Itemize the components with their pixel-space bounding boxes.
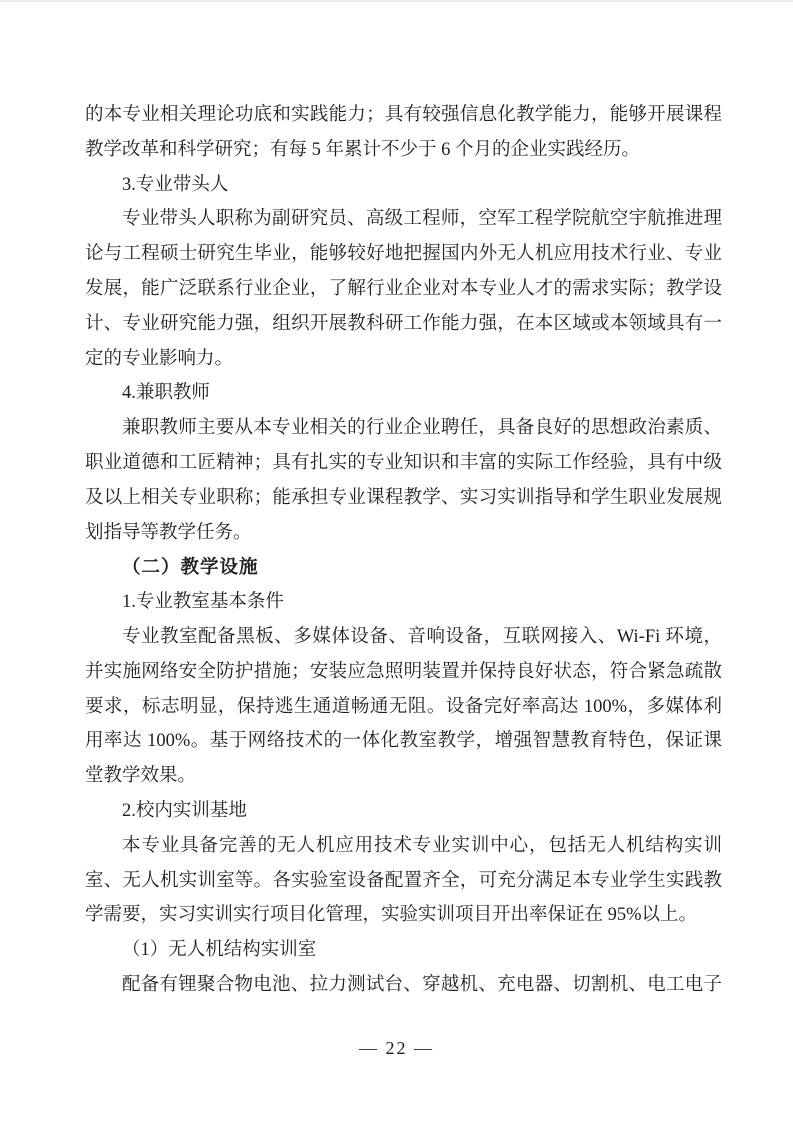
numbered-subheading: 3.专业带头人 <box>122 174 229 195</box>
body-text-line: 定的专业影响力。 <box>85 348 234 369</box>
body-text-line: 并实施网络安全防护措施；安装应急照明装置并保持良好状态，符合紧急疏散 <box>85 661 722 682</box>
document-text <box>85 98 722 1003</box>
body-text-line: 用率达 100%。基于网络技术的一体化教室教学，增强智慧教育特色，保证课 <box>85 731 722 752</box>
page-number: — 22 — <box>359 1038 434 1058</box>
body-text-line: 及以上相关专业职称；能承担专业课程教学、实习实训指导和学生职业发展规 <box>85 487 722 508</box>
body-text-line: 的本专业相关理论功底和实践能力；具有较强信息化教学能力，能够开展课程 <box>85 105 722 125</box>
body-text-line: 要求，标志明显，保持逃生通道畅通无阻。设备完好率高达 100%，多媒体利 <box>85 696 722 717</box>
body-text-line: 专业教室配备黑板、多媒体设备、音响设备，互联网接入、Wi-Fi 环境， <box>122 626 722 647</box>
body-text-line: 论与工程硕士研究生毕业，能够较好地把握国内外无人机应用技术行业、专业 <box>85 244 722 265</box>
body-text-line: 职业道德和工匠精神；具有扎实的专业知识和丰富的实际工作经验，具有中级 <box>85 452 722 473</box>
body-text-line: 兼职教师主要从本专业相关的行业企业聘任，具备良好的思想政治素质、 <box>122 418 722 439</box>
numbered-subheading: （1）无人机结构实训室 <box>122 940 317 961</box>
body-text-line: 本专业具备完善的无人机应用技术专业实训中心，包括无人机结构实训 <box>122 835 722 856</box>
numbered-subheading: 2.校内实训基地 <box>122 800 247 821</box>
numbered-subheading: 1.专业教室基本条件 <box>122 592 284 613</box>
body-text-line: 教学改革和科学研究；有每 5 年累计不少于 6 个月的企业实践经历。 <box>85 139 641 160</box>
body-text-line: 计、专业研究能力强，组织开展教科研工作能力强，在本区域或本领域具有一 <box>85 313 722 334</box>
numbered-subheading: 4.兼职教师 <box>122 383 210 404</box>
body-text-line: 配备有锂聚合物电池、拉力测试台、穿越机、充电器、切割机、电工电子 <box>122 974 722 995</box>
body-text-line: 室、无人机实训室等。各实验室设备配置齐全，可充分满足本专业学生实践教 <box>85 870 722 891</box>
body-text-line: 专业带头人职称为副研究员、高级工程师，空军工程学院航空宇航推进理 <box>122 209 722 230</box>
body-text-line: 发展，能广泛联系行业企业，了解行业企业对本专业人才的需求实际；教学设 <box>85 278 722 299</box>
body-text-line: 堂教学效果。 <box>85 766 197 787</box>
section-heading: （二）教学设施 <box>122 556 259 578</box>
body-text-line: 划指导等教学任务。 <box>85 522 252 543</box>
body-text-line: 学需要，实习实训实行项目化管理，实验实训项目开出率保证在 95%以上。 <box>85 905 698 926</box>
